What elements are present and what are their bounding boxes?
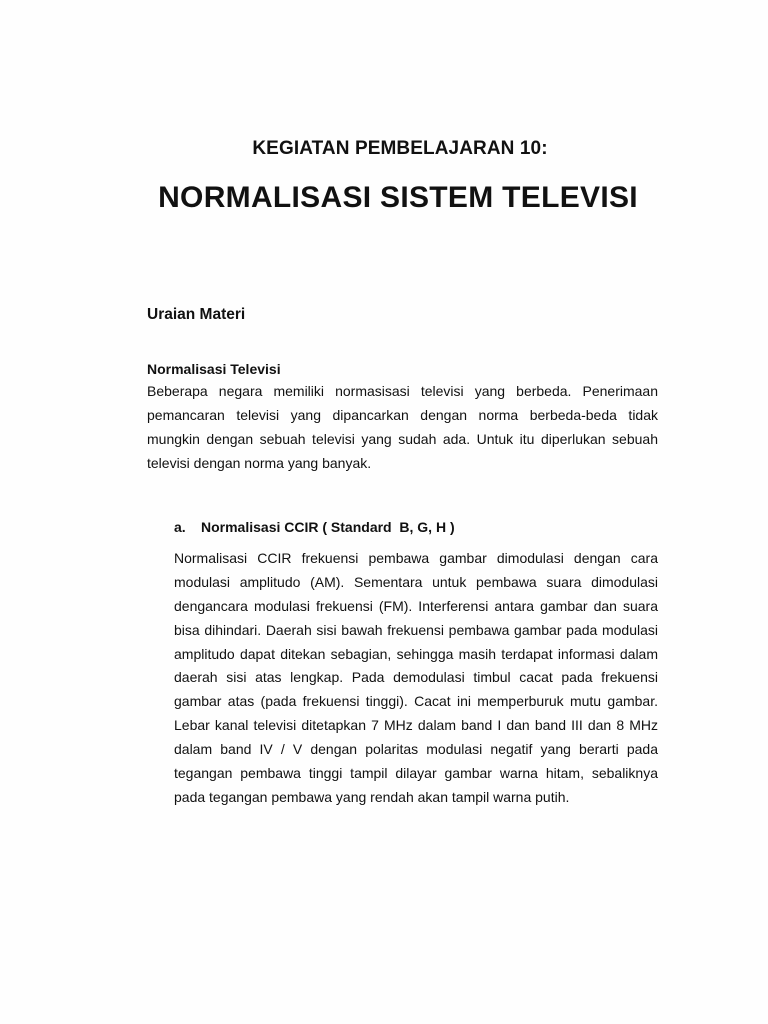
paragraph-line: televisi dengan norma yang banyak. [147,454,372,471]
paragraph-line: dengancara modulasi frekuensi (FM). Interferensi antara gambar dan suara [174,597,658,614]
paragraph-line: tegangan pembawa tinggi tampil dilayar gambar warna hitam, sebaliknya [174,765,658,782]
paragraph-line: Normalisasi CCIR frekuensi pembawa gambar dimodulasi dengan cara [174,550,658,566]
list-marker: a. [174,519,186,535]
paragraph-line: bisa dihindari. Daerah sisi bawah frekuensi pembawa gambar pada modulasi [174,621,658,638]
paragraph-line: Beberapa negara memiliki normasisasi televisi yang berbeda. Penerimaan [147,383,658,399]
uraian-heading: Uraian Materi [147,306,246,323]
paragraph-line: daerah sisi atas lengkap. Pada demodulasi timbul cacat pada frekuensi [174,669,658,686]
subsection-heading [174,519,455,535]
section-heading: Normalisasi Televisi [147,361,281,377]
chapter-label: KEGIATAN PEMBELAJARAN 10: [252,138,548,159]
paragraph-2 [174,547,658,810]
subsection-title: Normalisasi CCIR ( Standard B, G, H ) [201,519,455,535]
paragraph-1 [147,380,658,476]
paragraph-line: gambar atas (pada frekuensi tinggi). Cacat ini memperburuk mutu gambar. [174,693,658,710]
paragraph-line: Lebar kanal televisi ditetapkan 7 MHz dalam band I dan band III dan 8 MHz [174,717,658,734]
paragraph-line: amplitudo dapat ditekan sebagian, sehingga masih terdapat informasi dalam [174,645,658,662]
paragraph-line: mungkin dengan sebuah televisi yang sudah ada. Untuk itu diperlukan sebuah [147,430,658,447]
paragraph-line: pada tegangan pembawa yang rendah akan tampil warna putih. [174,788,570,805]
paragraph-line: modulasi amplitudo (AM). Sementara untuk pembawa suara dimodulasi [174,573,658,590]
paragraph-line: pemancaran televisi yang dipancarkan dengan norma berbeda-beda tidak [147,406,658,423]
page-title: NORMALISASI SISTEM TELEVISI [158,181,638,214]
paragraph-line: dalam band IV / V dengan polaritas modulasi negatif yang berarti pada [174,741,658,758]
